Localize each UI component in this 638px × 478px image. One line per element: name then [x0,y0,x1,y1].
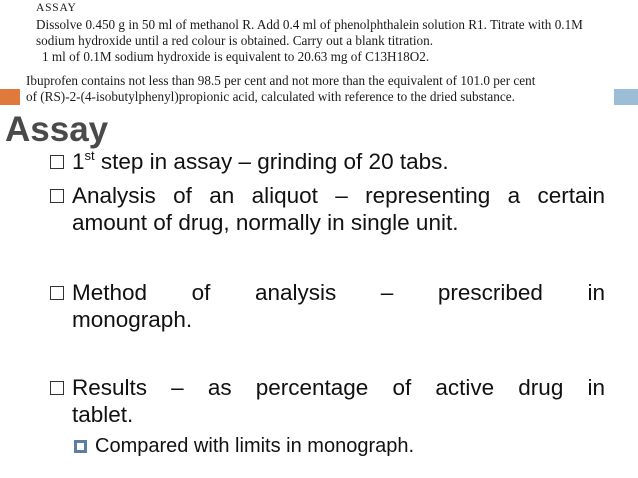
sub-bullet-square-icon [74,440,87,453]
accent-bar-left [0,89,20,105]
excerpt-line-3: 1 ml of 0.1M sodium hydroxide is equivalent to 20.63 mg of C13H18O2. [42,49,430,64]
excerpt-line-2: sodium hydroxide until a red colour is obtained. Carry out a blank titration. [36,33,434,48]
excerpt-line-4: Ibuprofen contains not less than 98.5 per cent and not more than the equivalent of 101.0 per cent [26,73,536,88]
bullet-square-icon [50,286,64,300]
excerpt-line-1: Dissolve 0.450 g in 50 ml of methanol R. Add 0.4 ml of phenolphthalein solution R1. Titrate with 0.1M [36,17,583,32]
bullet-1-text [72,148,605,175]
bullet-3-line-b: monograph. [72,307,193,332]
slide-title: Assay [5,110,109,149]
bullet-3-line-a: Method of analysis – prescribed in [72,280,605,305]
excerpt-heading: ASSAY [36,2,77,14]
bullet-4-line-b: tablet. [72,402,134,427]
bullet-square-icon [50,381,64,395]
bullet-1-superscript: st [84,147,95,163]
pharmacopoeia-excerpt-image [0,0,638,108]
bullet-1-rest: step in assay – grinding of 20 tabs. [94,149,449,174]
excerpt-line-5: of (RS)-2-(4-isobutylphenyl)propionic acid, calculated with reference to the dried substance. [26,89,515,104]
accent-bar-right [614,89,638,105]
bullet-square-icon [50,155,64,169]
bullet-2-line-a: Analysis of an aliquot – representing a certain [72,183,605,208]
sub-bullet-text: Compared with limits in monograph. [95,435,415,457]
bullet-2-line-b: amount of drug, normally in single unit. [72,210,459,235]
bullet-4-line-a: Results – as percentage of active drug in [72,375,605,400]
bullet-1-ordinal: 1 [72,149,85,174]
bullet-square-icon [50,189,64,203]
